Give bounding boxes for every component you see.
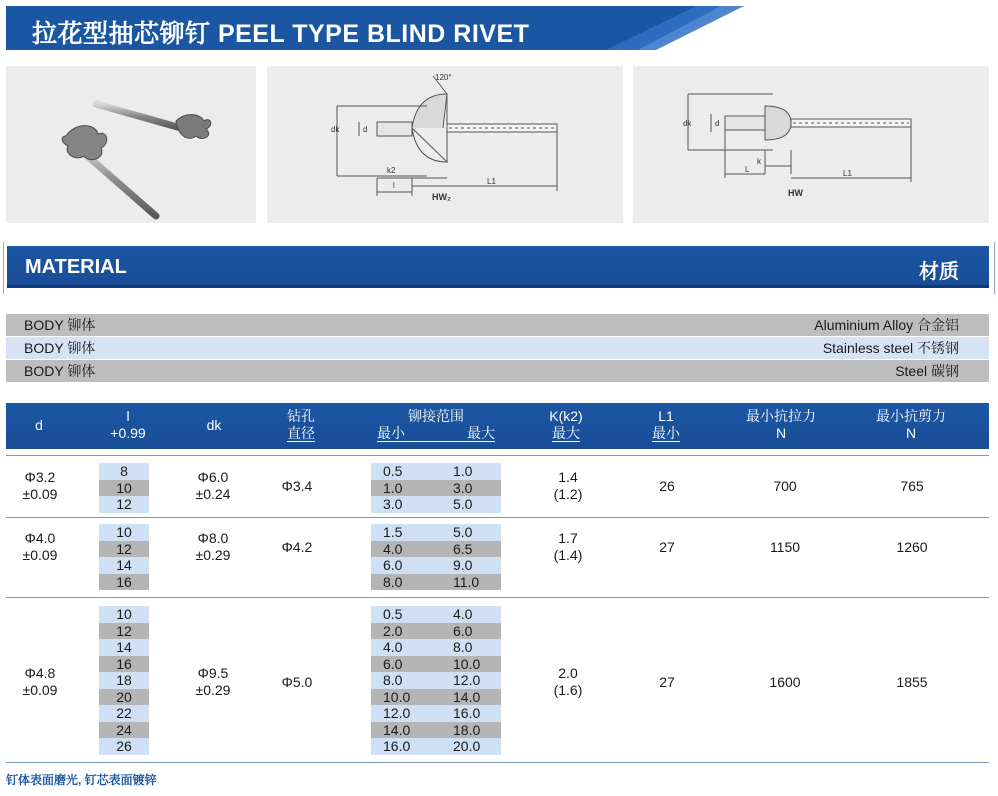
footnote: 钉体表面磨光, 钉芯表面镀锌	[6, 773, 157, 787]
cell-L1: 26	[659, 478, 675, 494]
hw-k-label: k	[757, 157, 761, 166]
header-grip-title: 铆接范围	[408, 408, 464, 424]
cell-shear: 1260	[896, 539, 928, 555]
length-value: 12	[99, 496, 149, 513]
hw2-dk-label: dk	[331, 125, 340, 134]
length-value: 14	[99, 639, 149, 656]
hw2-L1-label: L1	[487, 177, 496, 186]
length-list	[99, 463, 149, 513]
grip-max: 1.0	[453, 463, 473, 479]
length-list	[99, 606, 149, 755]
k-value: 1.4	[558, 469, 578, 485]
grip-min: 1.0	[383, 479, 403, 496]
grip-max: 5.0	[453, 524, 473, 540]
grip-row	[371, 496, 501, 513]
cell-tensile: 700	[773, 478, 797, 494]
length-value: 16	[99, 574, 149, 591]
grip-min: 1.5	[383, 524, 403, 540]
d-tolerance: ±0.09	[22, 486, 58, 502]
grip-min: 4.0	[383, 540, 403, 557]
material-heading-en: MATERIAL	[25, 256, 127, 278]
grip-max: 6.5	[453, 540, 473, 557]
header-dk: dk	[206, 417, 222, 433]
header-drill-1: 钻孔	[287, 408, 315, 424]
cell-L1: 27	[659, 539, 675, 555]
grip-max: 10.0	[453, 655, 481, 672]
material-row	[6, 314, 989, 336]
length-value: 10	[99, 524, 149, 541]
dk-value: Φ9.5	[197, 665, 229, 681]
grip-min: 8.0	[383, 672, 403, 688]
grip-min: 14.0	[383, 721, 411, 738]
grip-row	[371, 606, 501, 623]
spec-table-header	[6, 403, 989, 449]
length-value: 12	[99, 623, 149, 640]
grip-min: 0.5	[383, 463, 403, 479]
material-part: BODY 铆体	[24, 317, 96, 333]
header-grip-min: 最小	[377, 425, 405, 441]
d-value: Φ4.8	[24, 665, 56, 681]
cell-d	[18, 469, 62, 503]
header-d: d	[35, 417, 43, 433]
grip-row	[371, 574, 501, 591]
hw-d-label: d	[715, 119, 720, 128]
length-value: 18	[99, 672, 149, 689]
grip-row	[371, 672, 501, 689]
table-bottom-rule	[6, 762, 989, 763]
grip-min: 6.0	[383, 655, 403, 672]
cell-L1: 27	[659, 674, 675, 690]
grip-row	[371, 639, 501, 656]
length-value: 14	[99, 557, 149, 574]
dk-tolerance: ±0.24	[195, 486, 231, 502]
grip-min: 12.0	[383, 705, 411, 721]
grip-max: 14.0	[453, 688, 481, 705]
cell-k	[540, 469, 596, 503]
hw2-d-label: d	[363, 125, 368, 134]
cell-k	[540, 530, 596, 564]
material-name: Aluminium Alloy 合金铝	[814, 317, 959, 333]
length-list	[99, 524, 149, 590]
length-value: 16	[99, 656, 149, 673]
hw2-drawing	[267, 66, 623, 223]
grip-max: 9.0	[453, 557, 473, 573]
dk-value: Φ8.0	[197, 530, 229, 546]
material-heading-cn: 材质	[919, 261, 959, 283]
length-value: 8	[99, 463, 149, 480]
header-L1-2: 最小	[652, 425, 680, 441]
length-value: 26	[99, 738, 149, 755]
material-part: BODY 铆体	[24, 340, 96, 356]
k-value: 1.7	[558, 530, 578, 546]
dk-tolerance: ±0.29	[195, 682, 231, 698]
rivet-photo	[6, 66, 256, 223]
header-k-1: K(k2)	[549, 408, 583, 424]
cell-drill: Φ5.0	[281, 674, 313, 690]
grip-max: 8.0	[453, 639, 473, 655]
k2-value: (1.6)	[553, 682, 583, 698]
hw2-l-label: l	[393, 181, 395, 190]
header-L1-1: L1	[658, 408, 674, 424]
grip-min: 2.0	[383, 622, 403, 639]
hw-caption: HW	[788, 188, 803, 198]
header-tensile	[736, 408, 826, 442]
cell-drill: Φ4.2	[281, 539, 313, 555]
header-tensile-2: N	[775, 425, 787, 441]
cell-d	[18, 665, 62, 699]
header-grip	[371, 408, 501, 442]
header-k	[536, 408, 596, 442]
cell-dk	[186, 469, 240, 503]
material-row	[6, 337, 989, 359]
header-drill-2: 直径	[287, 425, 315, 441]
grip-row	[371, 557, 501, 574]
dk-value: Φ6.0	[197, 469, 229, 485]
grip-min: 0.5	[383, 606, 403, 622]
grip-max: 6.0	[453, 622, 473, 639]
length-value: 10	[99, 480, 149, 497]
grip-row	[371, 541, 501, 558]
hw-L1-label: L1	[843, 169, 852, 178]
grip-min: 4.0	[383, 639, 403, 655]
header-shear	[866, 408, 956, 442]
material-banner	[7, 246, 989, 288]
length-value: 12	[99, 541, 149, 558]
length-value: 22	[99, 705, 149, 722]
grip-min: 3.0	[383, 496, 403, 512]
grip-max: 20.0	[453, 738, 481, 754]
length-value: 20	[99, 689, 149, 706]
grip-range-list	[371, 606, 501, 755]
grip-row	[371, 463, 501, 480]
grip-row	[371, 524, 501, 541]
grip-min: 6.0	[383, 557, 403, 573]
cell-tensile: 1600	[769, 674, 801, 690]
cell-shear: 1855	[896, 674, 928, 690]
grip-range-list	[371, 463, 501, 513]
header-tensile-1: 最小抗拉力	[746, 408, 816, 424]
grip-max: 16.0	[453, 705, 481, 721]
page-title: 拉花型抽芯铆钉 PEEL TYPE BLIND RIVET	[32, 20, 530, 48]
d-value: Φ3.2	[24, 469, 56, 485]
header-l-tolerance: +0.99	[110, 425, 146, 441]
grip-max: 5.0	[453, 496, 473, 512]
grip-max: 3.0	[453, 479, 473, 496]
header-L1	[646, 408, 686, 442]
dk-tolerance: ±0.29	[195, 547, 231, 563]
title-banner	[6, 6, 744, 50]
k2-value: (1.2)	[553, 486, 583, 502]
material-part: BODY 铆体	[24, 363, 96, 379]
header-drill	[276, 408, 326, 442]
d-value: Φ4.0	[24, 530, 56, 546]
row-separator	[6, 455, 989, 456]
grip-min: 8.0	[383, 573, 403, 590]
hw-dk-label: dk	[683, 119, 692, 128]
cell-dk	[186, 665, 240, 699]
header-l	[98, 408, 158, 442]
grip-row	[371, 656, 501, 673]
length-value: 10	[99, 606, 149, 623]
grip-row	[371, 689, 501, 706]
k2-value: (1.4)	[553, 547, 583, 563]
cell-tensile: 1150	[769, 539, 801, 555]
cell-dk	[186, 530, 240, 564]
grip-row	[371, 722, 501, 739]
header-shear-2: N	[905, 425, 917, 441]
header-l-name: l	[126, 408, 130, 424]
hw2-k2-label: k2	[387, 166, 396, 175]
grip-max: 18.0	[453, 721, 481, 738]
d-tolerance: ±0.09	[22, 547, 58, 563]
row-separator	[6, 517, 989, 518]
grip-max: 4.0	[453, 606, 473, 622]
grip-row	[371, 738, 501, 755]
cell-k	[540, 665, 596, 699]
length-value: 24	[99, 722, 149, 739]
material-row	[6, 360, 989, 382]
grip-max: 11.0	[453, 573, 480, 590]
d-tolerance: ±0.09	[22, 682, 58, 698]
grip-row	[371, 705, 501, 722]
grip-row	[371, 480, 501, 497]
hw2-angle-label: 120°	[435, 73, 452, 82]
cell-d	[18, 530, 62, 564]
k-value: 2.0	[558, 665, 578, 681]
hw2-caption: HW₂	[432, 192, 451, 202]
header-k-2: 最大	[552, 425, 580, 441]
grip-min: 10.0	[383, 688, 411, 705]
hw-l-label: L	[745, 165, 750, 174]
grip-range-list	[371, 524, 501, 590]
header-grip-max: 最大	[467, 425, 495, 441]
grip-min: 16.0	[383, 738, 411, 754]
cell-shear: 765	[900, 478, 924, 494]
cell-drill: Φ3.4	[281, 478, 313, 494]
grip-max: 12.0	[453, 672, 481, 688]
row-separator	[6, 597, 989, 598]
header-shear-1: 最小抗剪力	[876, 408, 946, 424]
material-name: Stainless steel 不锈钢	[822, 340, 959, 356]
material-name: Steel 碳钢	[895, 363, 959, 379]
hw-drawing	[633, 66, 989, 223]
grip-row	[371, 623, 501, 640]
